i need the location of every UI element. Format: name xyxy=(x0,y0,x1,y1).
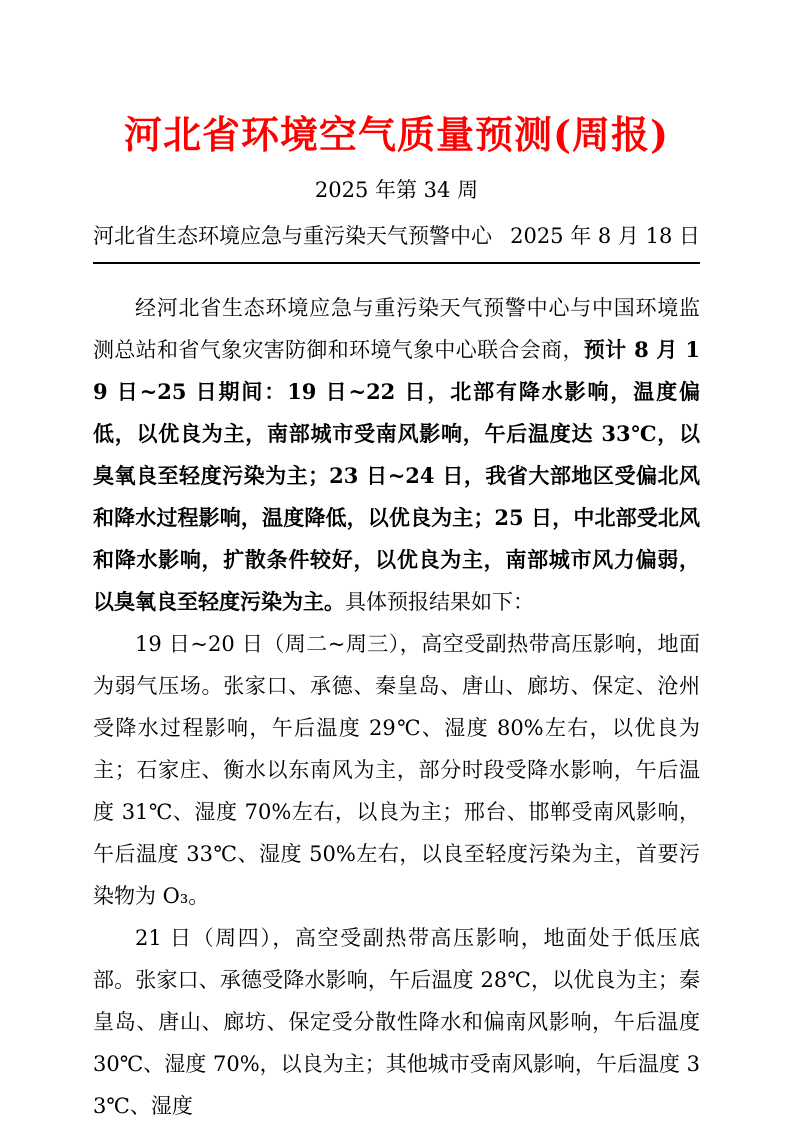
intro-tail-text: 具体预报结果如下： xyxy=(345,590,534,614)
forecast-paragraph-day21: 21 日（周四），高空受副热带高压影响，地面处于低压底部。张家口、承德受降水影响，午后温度 28℃，以优良为主；秦皇岛、唐山、廊坊、保定受分散性降水和偏南风影响，午后温度 30℃、湿度 70%，以良为主；其他城市受南风影响，午后温度 33℃、湿度 xyxy=(93,926,700,1118)
week-subtitle: 2025 年第 34 周 xyxy=(314,178,479,202)
intro-forecast-summary: 预计 8 月 19 日~25 日期间：19 日~22 日，北部有降水影响，温度偏低，以优良为主，南部城市受南风影响，午后温度达 33℃，以臭氧良至轻度污染为主；23 日~24 日，我省大部地区受偏北风和降水过程影响，温度降低，以优良为主；25 日，中北部受北风和降水影响，扩散条件较好，以优良为主，南部城市风力偏弱，以臭氧良至轻度污染为主。 xyxy=(93,337,700,614)
intro-lead-text: 经河北省生态环境应急与重污染天气预警中心与中国环境监测总站和省气象灾害防御和环境气象中心联合会商， xyxy=(93,296,700,362)
document-body xyxy=(93,287,700,1122)
issuer-row xyxy=(93,222,700,250)
intro-paragraph xyxy=(93,287,700,623)
issue-date: 2025 年 8 月 18 日 xyxy=(510,224,700,248)
issuer-name: 河北省生态环境应急与重污染天气预警中心 xyxy=(93,224,492,248)
document-title: 河北省环境空气质量预测(周报) xyxy=(124,112,669,157)
header-divider xyxy=(93,262,700,264)
forecast-paragraph-day19-20: 19 日~20 日（周二~周三），高空受副热带高压影响，地面为弱气压场。张家口、承德、秦皇岛、唐山、廊坊、保定、沧州受降水过程影响，午后温度 29℃、湿度 80%左右，以优良为主；石家庄、衡水以东南风为主，部分时段受降水影响，午后温度 31℃、湿度 70%左右，以良为主；邢台、邯郸受南风影响，午后温度 33℃、湿度 50%左右，以良至轻度污染为主，首要污染物为 O₃。 xyxy=(93,632,700,908)
